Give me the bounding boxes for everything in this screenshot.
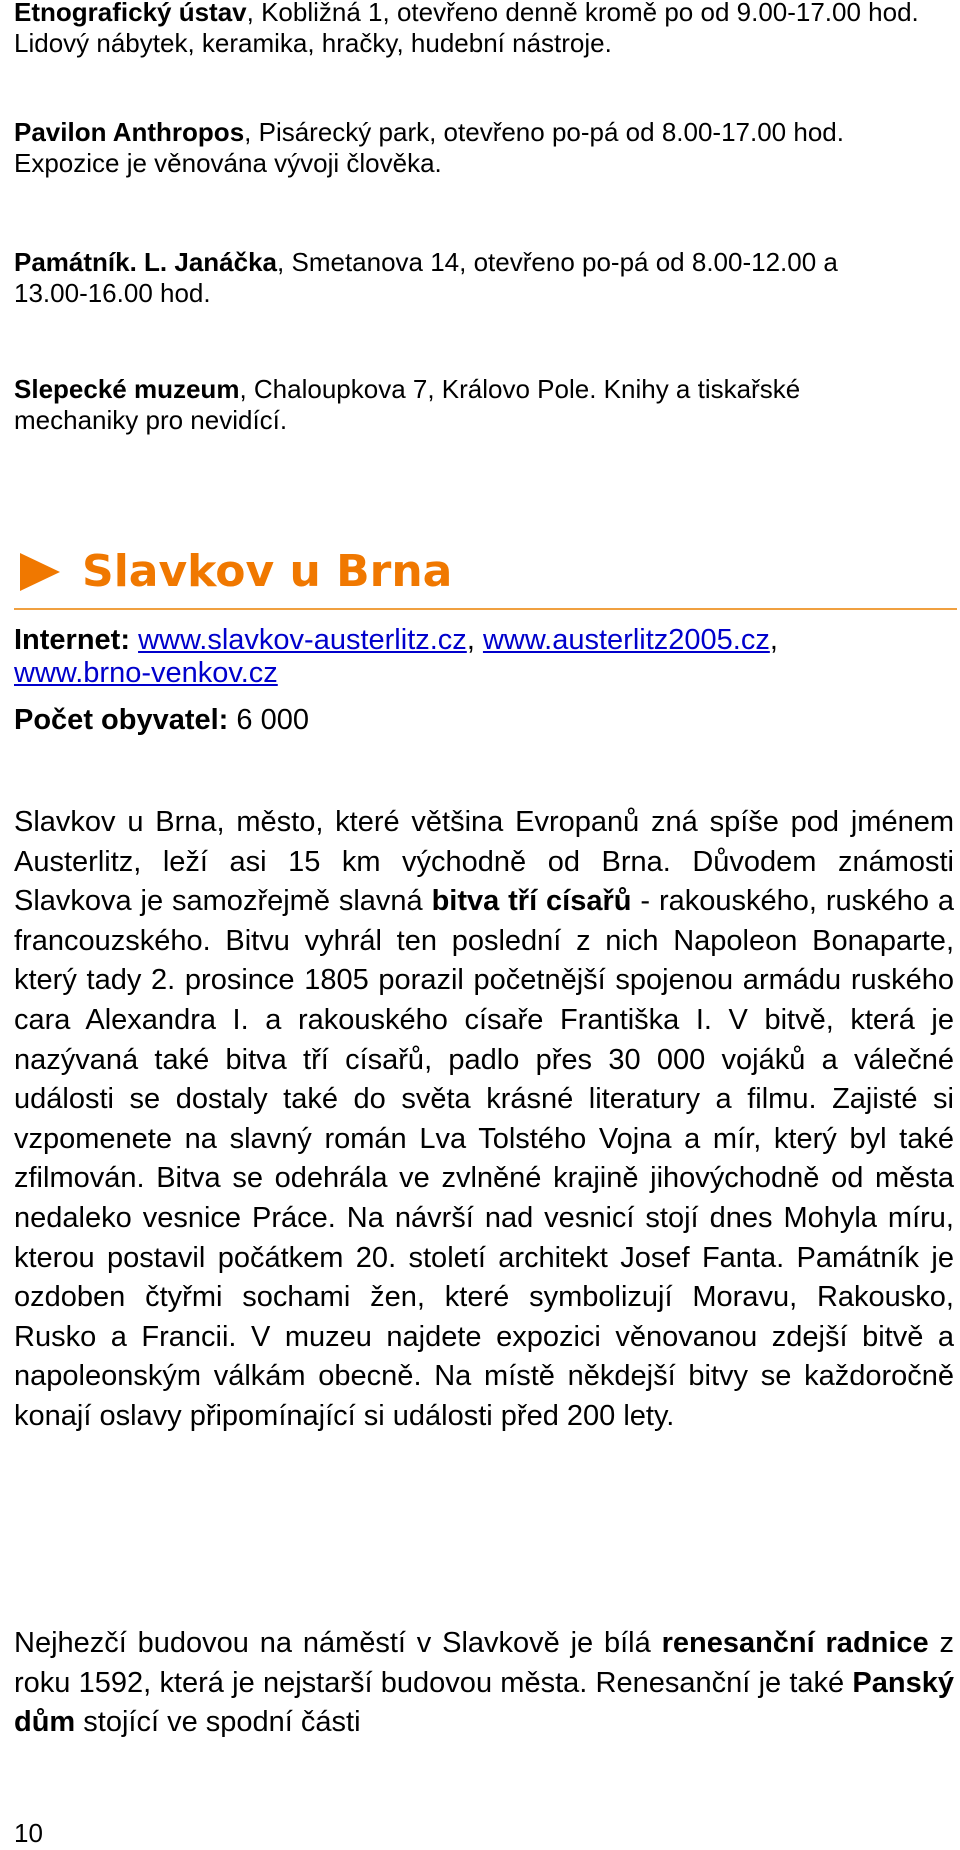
venue-pamatnik-janacka <box>14 247 894 309</box>
bold-run: renesanční radnice <box>661 1627 929 1659</box>
separator: , <box>769 624 778 656</box>
venue-details: , Chaloupkova 7, Královo Pole. Knihy a tiskařské mechaniky pro nevidící. <box>14 374 801 435</box>
venue-details: , Pisárecký park, otevřeno po-pá od 8.00-17.00 hod. Expozice je věnována vývoji člověka. <box>14 117 844 178</box>
text-run: stojící ve spodní části <box>75 1706 361 1739</box>
section-title: Slavkov u Brna <box>82 546 453 597</box>
triangle-arrow-icon <box>20 553 60 591</box>
link-slavkov-austerlitz[interactable]: www.slavkov-austerlitz.cz <box>138 624 467 656</box>
population-value: 6 000 <box>228 704 309 736</box>
venue-pavilon-anthropos <box>14 117 944 179</box>
population-label: Počet obyvatel: <box>14 704 229 736</box>
bold-run: Panský dům <box>14 1666 954 1739</box>
section-heading <box>14 546 452 598</box>
text-run: Slavkov u Brna, město, které většina Evropanů zná spíše pod jménem Austerlitz, leží asi 15 km východně od Brna. Důvodem známosti Slavkova je samozřejmě slavná <box>14 806 954 918</box>
venue-name: Slepecké muzeum <box>14 374 240 404</box>
venue-details: , Smetanova 14, otevřeno po-pá od 8.00-12.00 a 13.00-16.00 hod. <box>14 247 838 308</box>
link-brno-venkov[interactable]: www.brno-venkov.cz <box>14 657 278 689</box>
venue-etnograficky-ustav <box>14 0 944 59</box>
section-divider <box>14 608 957 610</box>
page-number: 10 <box>14 1818 43 1848</box>
link-austerlitz2005[interactable]: www.austerlitz2005.cz <box>482 624 770 656</box>
venue-name: Pavilon Anthropos <box>14 117 245 147</box>
internet-links <box>14 624 954 690</box>
venue-details: , Kobližná 1, otevřeno denně kromě po od 9.00-17.00 hod. Lidový nábytek, keramika, hračky, hudební nástroje. <box>14 0 919 58</box>
paragraph-town-hall <box>14 1624 954 1743</box>
bold-run: bitva tří císařů <box>431 885 632 918</box>
venue-name: Památník. L. Janáčka <box>14 247 278 277</box>
text-run: Nejhezčí budovou na náměstí v Slavkově je bílá <box>14 1627 662 1659</box>
paragraph-battle <box>14 803 954 1437</box>
population <box>14 704 954 737</box>
text-run: - rakouského, ruského a francouzského. Bitvu vyhrál ten poslední z nich Napoleon Bonaparte, který tady 2. prosince 1805 porazil početnější spojenou armádu ruského cara Alexandra I. a rakouského císaře Františka I. V bitvě, která je nazývaná také bitva tří císařů, padlo přes 30 000 vojáků a válečné události se dostaly také do světa krásné literatury a filmu. Zajisté si vzpomenete na slavný román Lva Tolstého Vojna a mír, který byl také zfilmován. Bitva se odehrála ve zvlněné krajině jihovýchodně od města nedaleko vesnice Práce. Na návrší nad vesnicí stojí dnes Mohyla míru, kterou postavil počátkem 20. století architekt Josef Fanta. Památník je ozdoben čtyřmi sochami žen, které symbolizují Moravu, Rakousko, Rusko a Francii. V muzeu najdete expozici věnovanou zdejší bitvě a napoleonským válkám obecně. Na místě někdejší bitvy se každoročně konají oslavy připomínající si události před 200 lety. <box>14 885 955 1432</box>
venue-slepecke-muzeum <box>14 374 894 436</box>
internet-label: Internet: <box>14 624 130 656</box>
text-run: z roku 1592, která je nejstarší budovou města. Renesanční je také <box>14 1627 955 1699</box>
separator: , <box>466 624 483 656</box>
venue-name: Etnografický ústav <box>14 0 247 27</box>
